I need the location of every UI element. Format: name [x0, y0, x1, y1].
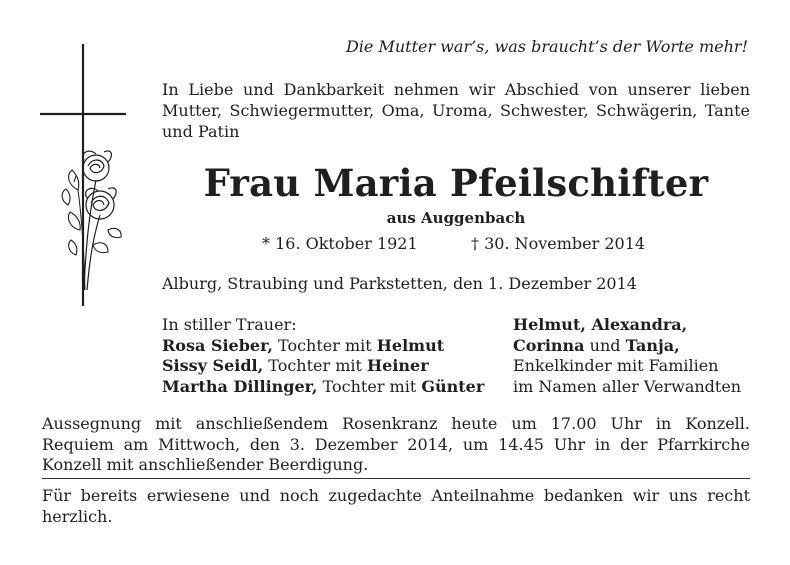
thanks-text [42, 485, 750, 527]
mourners-right [513, 315, 741, 397]
mourner-line: Sissy Seidl, Tochter mit Heiner [162, 356, 429, 375]
thanks-line: Für bereits erwiesene und noch zugedachte Anteilnahme bedanken wir uns recht [42, 486, 750, 505]
mourner-line: Enkelkinder mit Familien [513, 356, 719, 375]
mourner-line: Helmut, Alexandra, [513, 315, 688, 334]
mourners-left [162, 315, 484, 397]
mourner-line: Martha Dillinger, Tochter mit Günter [162, 376, 485, 396]
mourner-line: Corinna und Tanja, [513, 335, 680, 355]
thanks-line: herzlich. [42, 507, 113, 526]
service-line: Aussegnung mit anschließendem Rosenkranz heute um 17.00 Uhr in Konzell. [42, 414, 750, 433]
deceased-name: Frau Maria Pfeilschifter [203, 161, 709, 205]
service-line: Requiem am Mittwoch, den 3. Dezember 2014, um 14.45 Uhr in der Pfarrkirche [42, 434, 750, 454]
service-line: Konzell mit anschließender Beerdigung. [42, 455, 369, 474]
mourner-line: In stiller Trauer: [162, 315, 297, 334]
divider [42, 478, 750, 479]
place-and-date: Alburg, Straubing und Parkstetten, den 1. Dezember 2014 [162, 274, 637, 293]
origin: aus Auggenbach [386, 209, 526, 227]
intro-text: In Liebe und Dankbarkeit nehmen wir Abschied von unserer lieben Mutter, Schwiegermutter, Oma, Uroma, Schwester, Schwägerin, Tante und Patin [162, 80, 750, 141]
birth-date: * 16. Oktober 1921 [262, 234, 418, 253]
cross-with-roses-icon [38, 40, 138, 310]
motto: Die Mutter war’s, was braucht’s der Worte mehr! [345, 37, 748, 56]
death-date: † 30. November 2014 [471, 234, 646, 253]
service-info [42, 414, 750, 476]
mourner-line: Rosa Sieber, Tochter mit Helmut [162, 335, 445, 355]
mourner-line: im Namen aller Verwandten [513, 376, 742, 396]
